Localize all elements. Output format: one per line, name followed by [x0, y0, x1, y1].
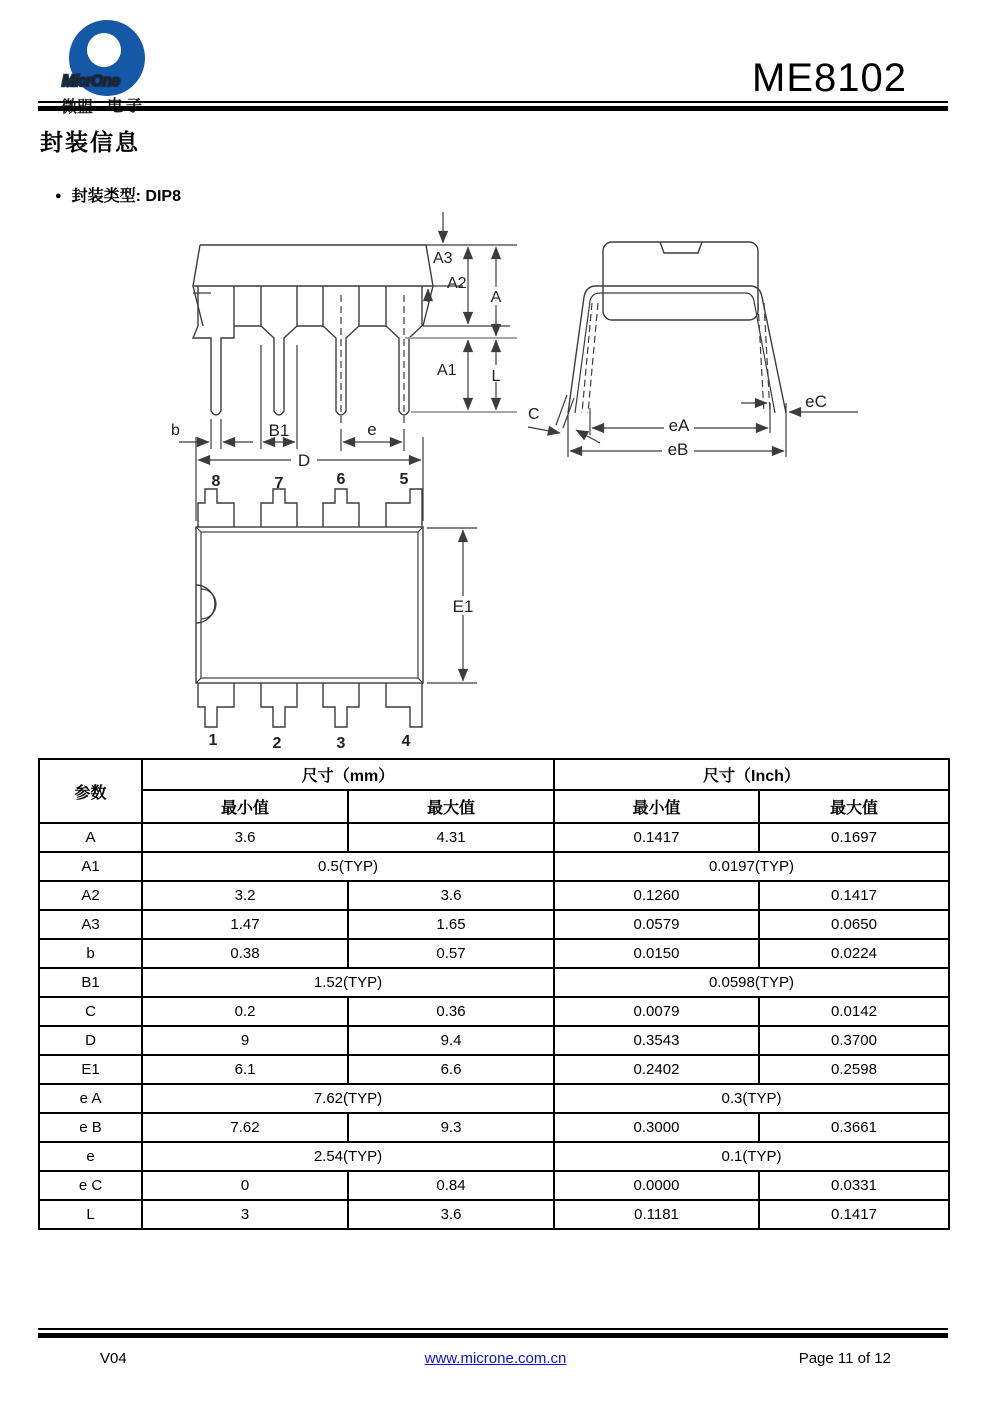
value-cell: 3.6 [142, 823, 348, 852]
value-cell: 0.2 [142, 997, 348, 1026]
param-cell: L [39, 1200, 142, 1229]
footer-page-number: Page 11 of 12 [798, 1350, 891, 1367]
param-cell: C [39, 997, 142, 1026]
package-type-bullet [55, 183, 181, 206]
value-cell-typ: 0.0598(TYP) [554, 968, 949, 997]
col-header-mm-max: 最大值 [348, 790, 554, 823]
dip8-front-top-view-drawing [165, 205, 525, 750]
col-group-mm: 尺寸（mm） [142, 759, 554, 790]
pin-number-6: 6 [336, 471, 346, 488]
table-row [39, 1142, 949, 1171]
value-cell: 0.1697 [759, 823, 949, 852]
table-row [39, 910, 949, 939]
col-header-param: 参数 [39, 759, 142, 823]
package-dimensions-table [38, 758, 950, 1230]
param-cell: e A [39, 1084, 142, 1113]
param-cell: e [39, 1142, 142, 1171]
col-group-inch: 尺寸（Inch） [554, 759, 949, 790]
value-cell: 1.65 [348, 910, 554, 939]
table-row [39, 1113, 949, 1142]
col-header-in-min: 最小值 [554, 790, 759, 823]
param-cell: e B [39, 1113, 142, 1142]
dim-label-ec: eC [805, 392, 827, 411]
dim-label-eb: eB [667, 440, 689, 459]
value-cell: 0.1181 [554, 1200, 759, 1229]
value-cell: 3.6 [348, 1200, 554, 1229]
value-cell: 9.3 [348, 1113, 554, 1142]
package-type-label: 封装类型: DIP8 [71, 188, 182, 205]
param-cell: A3 [39, 910, 142, 939]
dim-label-a2: A2 [447, 275, 467, 292]
value-cell: 0.3543 [554, 1026, 759, 1055]
value-cell: 3.2 [142, 881, 348, 910]
param-cell: A2 [39, 881, 142, 910]
footer-website-link[interactable]: www.microne.com.cn [424, 1350, 567, 1367]
value-cell-typ: 0.0197(TYP) [554, 852, 949, 881]
dim-label-b: b [171, 422, 180, 439]
table-row [39, 823, 949, 852]
value-cell: 0.1417 [759, 881, 949, 910]
value-cell: 3.6 [348, 881, 554, 910]
col-header-mm-min: 最小值 [142, 790, 348, 823]
table-row [39, 1084, 949, 1113]
table-row [39, 1200, 949, 1229]
value-cell: 0.3700 [759, 1026, 949, 1055]
param-cell: D [39, 1026, 142, 1055]
value-cell: 0.57 [348, 939, 554, 968]
value-cell: 0.0000 [554, 1171, 759, 1200]
dim-label-l: L [491, 368, 501, 385]
pin-number-1: 1 [208, 732, 218, 749]
value-cell: 0.38 [142, 939, 348, 968]
pin-number-4: 4 [401, 733, 411, 750]
value-cell: 0 [142, 1171, 348, 1200]
value-cell: 0.1417 [554, 823, 759, 852]
param-cell: A1 [39, 852, 142, 881]
value-cell: 1.47 [142, 910, 348, 939]
value-cell: 0.0142 [759, 997, 949, 1026]
dim-label-b1: B1 [268, 421, 290, 440]
value-cell-typ: 1.52(TYP) [142, 968, 554, 997]
table-group-header-row [39, 759, 949, 790]
value-cell: 0.3000 [554, 1113, 759, 1142]
logo-brand-en: MicrOne [62, 73, 120, 90]
table-row [39, 1026, 949, 1055]
value-cell: 0.84 [348, 1171, 554, 1200]
dim-label-e: e [367, 420, 377, 439]
dim-label-a3: A3 [433, 250, 453, 267]
value-cell: 0.0150 [554, 939, 759, 968]
table-row [39, 968, 949, 997]
footer-rule-thin [38, 1328, 948, 1330]
value-cell: 0.36 [348, 997, 554, 1026]
dim-label-d: D [297, 451, 311, 470]
table-row [39, 881, 949, 910]
value-cell: 0.0579 [554, 910, 759, 939]
dip8-side-view-drawing [520, 215, 880, 467]
param-cell: e C [39, 1171, 142, 1200]
value-cell: 9.4 [348, 1026, 554, 1055]
value-cell: 0.2598 [759, 1055, 949, 1084]
value-cell-typ: 0.5(TYP) [142, 852, 554, 881]
dim-label-a1: A1 [437, 362, 457, 379]
value-cell: 7.62 [142, 1113, 348, 1142]
value-cell: 0.2402 [554, 1055, 759, 1084]
section-title: 封装信息 [40, 129, 140, 155]
table-row [39, 852, 949, 881]
logo-crescent [87, 33, 121, 67]
value-cell: 0.0224 [759, 939, 949, 968]
value-cell: 6.6 [348, 1055, 554, 1084]
value-cell: 0.3661 [759, 1113, 949, 1142]
value-cell: 0.1417 [759, 1200, 949, 1229]
dim-label-e1: E1 [452, 597, 474, 616]
value-cell: 0.0331 [759, 1171, 949, 1200]
value-cell: 0.0079 [554, 997, 759, 1026]
bullet-icon: ● [55, 190, 62, 202]
value-cell-typ: 2.54(TYP) [142, 1142, 554, 1171]
param-cell: B1 [39, 968, 142, 997]
table-row [39, 939, 949, 968]
dim-label-a: A [490, 289, 502, 306]
value-cell: 6.1 [142, 1055, 348, 1084]
pin-number-5: 5 [399, 471, 409, 488]
param-cell: b [39, 939, 142, 968]
footer-version: V04 [100, 1350, 127, 1367]
footer-rule-thick [38, 1333, 948, 1338]
value-cell: 0.1260 [554, 881, 759, 910]
pin-number-8: 8 [211, 473, 221, 490]
value-cell: 4.31 [348, 823, 554, 852]
value-cell-typ: 7.62(TYP) [142, 1084, 554, 1113]
company-logo [55, 14, 205, 120]
dim-label-ea: eA [668, 416, 690, 435]
value-cell: 9 [142, 1026, 348, 1055]
param-cell: A [39, 823, 142, 852]
value-cell-typ: 0.3(TYP) [554, 1084, 949, 1113]
pin-number-3: 3 [336, 735, 346, 750]
page-title: ME8102 [752, 56, 907, 100]
value-cell: 3 [142, 1200, 348, 1229]
pin-number-2: 2 [272, 735, 282, 750]
header-rule-thin [38, 101, 948, 103]
dim-label-c: C [528, 406, 540, 423]
pin-number-7: 7 [274, 475, 284, 492]
table-row [39, 1171, 949, 1200]
col-header-in-max: 最大值 [759, 790, 949, 823]
value-cell-typ: 0.1(TYP) [554, 1142, 949, 1171]
param-cell: E1 [39, 1055, 142, 1084]
table-row [39, 997, 949, 1026]
value-cell: 0.0650 [759, 910, 949, 939]
table-subheader-row [39, 790, 949, 823]
header-rule-thick [38, 106, 948, 111]
table-row [39, 1055, 949, 1084]
